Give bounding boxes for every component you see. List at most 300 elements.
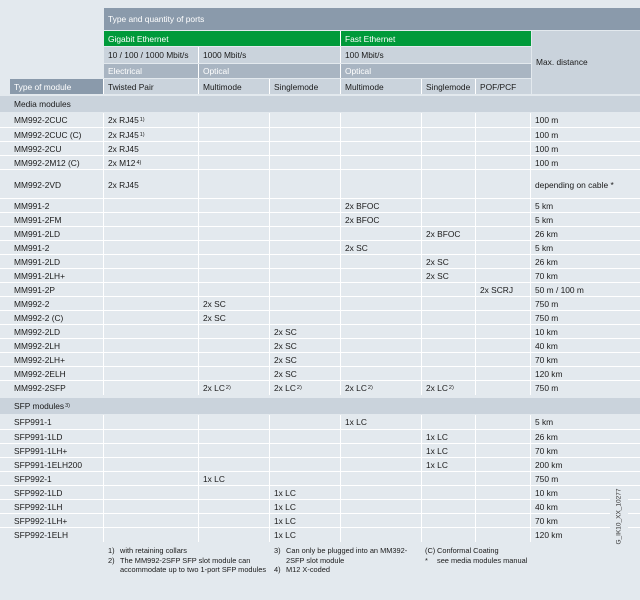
table-row (0, 226, 640, 241)
footnote-key: 2) (108, 555, 115, 565)
cell-module-type (10, 241, 104, 255)
footnote-text: The MM992-2SFP SFP slot module can accommodate up to two 1-port SFP modules (120, 555, 267, 575)
cell-gigabit-singlemode (270, 458, 341, 472)
cell-text: 40 km (535, 502, 558, 512)
section-media-label: Media modules (14, 99, 71, 109)
header-optical-2: Optical (341, 64, 531, 78)
cell-fast-multimode (341, 142, 422, 156)
cell-module-type (10, 227, 104, 241)
cell-text: SFP991-1LH+ (14, 446, 68, 456)
cell-text: 2x SC (345, 243, 368, 253)
section-sfp-text: SFP modules (14, 401, 65, 411)
header-speed-3: 100 Mbit/s (341, 47, 531, 63)
cell-fast-singlemode (422, 297, 476, 311)
cell-fast-singlemode (422, 415, 476, 429)
cell-pof-pcf (476, 241, 531, 255)
cell-gigabit-singlemode (270, 486, 341, 500)
cell-fast-multimode (341, 213, 422, 227)
cell-gigabit-multimode (199, 458, 270, 472)
header-max-distance: Max. distance (536, 57, 588, 67)
cell-text: MM991-2LH+ (14, 271, 65, 281)
cell-twisted-pair (104, 353, 199, 367)
cell-gigabit-multimode (199, 325, 270, 339)
cell-gigabit-singlemode (270, 241, 341, 255)
cell-fast-singlemode (422, 500, 476, 514)
cell-fast-multimode (341, 430, 422, 444)
cell-module-type (10, 500, 104, 514)
cell-pof-pcf (476, 297, 531, 311)
cell-twisted-pair (104, 311, 199, 325)
cell-module-type (10, 325, 104, 339)
cell-pof-pcf (476, 339, 531, 353)
cell-pof-pcf (476, 430, 531, 444)
cell-gigabit-singlemode (270, 297, 341, 311)
cell-text: SFP992-1LD (14, 488, 63, 498)
cell-module-type (10, 283, 104, 297)
cell-pof-pcf (476, 367, 531, 381)
cell-text: MM991-2LD (14, 257, 61, 267)
cell-text: 2x SC (274, 327, 297, 337)
cell-gigabit-singlemode (270, 430, 341, 444)
cell-text: 26 km (535, 432, 558, 442)
cell-text: 1x LC (274, 502, 296, 512)
cell-fast-multimode: 2x LC 2) (341, 381, 422, 395)
cell-gigabit-singlemode (270, 156, 341, 170)
cell-text: MM992-2VD (14, 179, 62, 190)
cell-fast-singlemode (422, 283, 476, 297)
cell-text: 5 km (535, 417, 554, 427)
cell-text: 120 km (535, 530, 563, 540)
cell-pof-pcf (476, 213, 531, 227)
cell-text: 2x LC (426, 383, 448, 393)
cell-pof-pcf (476, 353, 531, 367)
table-row (0, 141, 640, 156)
cell-fast-singlemode (422, 367, 476, 381)
section-sfp-modules (0, 398, 640, 414)
table-row (0, 169, 640, 199)
cell-gigabit-multimode (199, 213, 270, 227)
cell-fast-multimode (341, 486, 422, 500)
cell-gigabit-singlemode (270, 339, 341, 353)
cell-twisted-pair (104, 415, 199, 429)
cell-text: MM992-2 (14, 299, 50, 309)
cell-text: 2x SC (426, 257, 449, 267)
cell-text: 70 km (535, 355, 558, 365)
cell-text: 1x LC (274, 516, 296, 526)
cell-text: 2x RJ45 (108, 144, 139, 154)
cell-twisted-pair (104, 367, 199, 381)
cell-fast-singlemode (422, 325, 476, 339)
vertical-image-code: G_IK10_XX_10277 (610, 486, 628, 546)
cell-twisted-pair (104, 458, 199, 472)
cell-fast-multimode (341, 353, 422, 367)
col-singlemode-fast: Singlemode (422, 79, 476, 94)
cell-text: MM992-2 (C) (14, 313, 64, 323)
cell-text: MM991-2FM (14, 215, 62, 225)
footnotes-col-1 (108, 546, 273, 575)
cell-gigabit-singlemode (270, 269, 341, 283)
cell-gigabit-multimode (199, 311, 270, 325)
cell-pof-pcf (476, 444, 531, 458)
cell-twisted-pair (104, 486, 199, 500)
cell-fast-singlemode (422, 353, 476, 367)
footnote-key: * (425, 555, 428, 565)
cell-module-type (10, 430, 104, 444)
cell-max-distance (531, 381, 640, 395)
header-row-1 (0, 8, 640, 30)
cell-text: 5 km (535, 215, 554, 225)
cell-module-type (10, 142, 104, 156)
footnote-key: 4) (274, 565, 281, 575)
cell-text: 2x LC (203, 383, 225, 393)
cell-max-distance (531, 199, 640, 213)
cell-text: 2x M12 (108, 158, 136, 168)
cell-text: 1x LC (345, 417, 367, 427)
cell-fast-singlemode (422, 528, 476, 542)
footnote-item (108, 556, 273, 575)
cell-module-type (10, 514, 104, 528)
cell-text: 26 km (535, 229, 558, 239)
cell-max-distance (531, 458, 640, 472)
cell-text: 50 m / 100 m (535, 285, 584, 295)
cell-fast-multimode (341, 170, 422, 199)
cell-text: 2x RJ45 (108, 130, 139, 140)
cell-gigabit-multimode (199, 255, 270, 269)
cell-module-type (10, 113, 104, 127)
cell-text: 1x LC (426, 460, 448, 470)
cell-text: MM992-2LH (14, 341, 61, 351)
cell-gigabit-singlemode (270, 472, 341, 486)
cell-gigabit-multimode (199, 353, 270, 367)
table-row (0, 443, 640, 458)
cell-module-type (10, 269, 104, 283)
cell-gigabit-multimode (199, 528, 270, 542)
cell-twisted-pair (104, 472, 199, 486)
cell-max-distance (531, 241, 640, 255)
cell-fast-singlemode (422, 430, 476, 444)
cell-text: MM992-2CUC (14, 115, 68, 125)
cell-max-distance (531, 430, 640, 444)
cell-text: 100 m (535, 130, 559, 140)
section-sfp-label: SFP modules 3) (14, 401, 71, 411)
cell-text: 100 m (535, 144, 559, 154)
cell-gigabit-multimode (199, 170, 270, 199)
cell-gigabit-multimode (199, 297, 270, 311)
cell-gigabit-multimode (199, 241, 270, 255)
cell-text: SFP992-1 (14, 474, 52, 484)
cell-gigabit-multimode (199, 156, 270, 170)
table-row (0, 513, 640, 528)
cell-max-distance (531, 227, 640, 241)
cell-text: 2x BFOC (345, 201, 380, 211)
cell-text: SFP991-1LD (14, 432, 63, 442)
cell-text: 2x BFOC (426, 229, 461, 239)
cell-text: MM992-2CU (14, 144, 62, 154)
table-row (0, 296, 640, 311)
cell-pof-pcf (476, 381, 531, 395)
footnote-item (425, 546, 625, 556)
cell-text: MM992-2LH+ (14, 355, 65, 365)
cell-twisted-pair: 2x RJ45 1) (104, 128, 199, 142)
cell-fast-multimode (341, 367, 422, 381)
header-row-3 (0, 47, 640, 63)
cell-fast-singlemode (422, 339, 476, 353)
cell-twisted-pair (104, 528, 199, 542)
cell-text: MM991-2LD (14, 229, 61, 239)
footnote-text: see media modules manual (437, 555, 528, 565)
cell-fast-multimode (341, 156, 422, 170)
cell-twisted-pair (104, 142, 199, 156)
cell-max-distance (531, 283, 640, 297)
cell-pof-pcf (476, 199, 531, 213)
footnotes-col-2 (274, 546, 424, 575)
cell-text: 2x BFOC (345, 215, 380, 225)
cell-pof-pcf (476, 311, 531, 325)
cell-fast-multimode (341, 325, 422, 339)
cell-pof-pcf (476, 128, 531, 142)
cell-fast-multimode (341, 297, 422, 311)
cell-fast-singlemode (422, 113, 476, 127)
cell-text: SFP992-1LH+ (14, 516, 68, 526)
table-row (0, 282, 640, 297)
cell-text: 750 m (535, 474, 559, 484)
cell-module-type (10, 486, 104, 500)
cell-pof-pcf (476, 514, 531, 528)
col-multimode-fast: Multimode (341, 79, 422, 94)
table-row (0, 366, 640, 381)
cell-pof-pcf (476, 325, 531, 339)
cell-text: 1x LC (203, 474, 225, 484)
cell-max-distance (531, 213, 640, 227)
footnote-item (425, 556, 625, 566)
cell-pof-pcf (476, 227, 531, 241)
cell-twisted-pair (104, 381, 199, 395)
col-singlemode-gigabit: Singlemode (270, 79, 341, 94)
cell-twisted-pair (104, 283, 199, 297)
table-row (0, 155, 640, 170)
table-row (0, 198, 640, 213)
cell-gigabit-multimode (199, 444, 270, 458)
cell-module-type (10, 528, 104, 542)
cell-text: 2x SC (203, 299, 226, 309)
cell-max-distance (531, 113, 640, 127)
cell-text: 1x LC (426, 446, 448, 456)
cell-gigabit-multimode (199, 142, 270, 156)
col-multimode-gigabit: Multimode (199, 79, 270, 94)
cell-text: 70 km (535, 271, 558, 281)
table-row (0, 527, 640, 542)
col-pof-pcf: POF/PCF (476, 79, 531, 94)
cell-pof-pcf (476, 142, 531, 156)
cell-gigabit-multimode (199, 514, 270, 528)
cell-text: 2x SC (274, 355, 297, 365)
footnote-text: Conformal Coating (437, 546, 499, 555)
cell-fast-multimode (341, 339, 422, 353)
cell-text: 10 km (535, 327, 558, 337)
cell-pof-pcf (476, 113, 531, 127)
cell-twisted-pair (104, 430, 199, 444)
cell-twisted-pair (104, 514, 199, 528)
cell-text: 70 km (535, 516, 558, 526)
cell-max-distance (531, 128, 640, 142)
table-row (0, 499, 640, 514)
cell-pof-pcf (476, 255, 531, 269)
cell-max-distance (531, 472, 640, 486)
cell-gigabit-singlemode (270, 283, 341, 297)
cell-twisted-pair (104, 269, 199, 283)
cell-gigabit-singlemode (270, 325, 341, 339)
cell-module-type (10, 156, 104, 170)
cell-module-type (10, 128, 104, 142)
cell-text: 750 m (535, 383, 559, 393)
cell-max-distance (531, 156, 640, 170)
cell-module-type (10, 458, 104, 472)
cell-fast-multimode (341, 128, 422, 142)
cell-module-type (10, 353, 104, 367)
footnotes-col-3 (425, 546, 625, 565)
cell-max-distance (531, 269, 640, 283)
cell-max-distance (531, 415, 640, 429)
cell-fast-singlemode (422, 199, 476, 213)
cell-fast-multimode (341, 528, 422, 542)
col-type-of-module: Type of module (10, 79, 104, 94)
header-row-4 (0, 64, 640, 78)
cell-gigabit-singlemode (270, 444, 341, 458)
cell-gigabit-multimode (199, 227, 270, 241)
cell-fast-multimode (341, 458, 422, 472)
cell-module-type (10, 213, 104, 227)
cell-twisted-pair (104, 325, 199, 339)
cell-text: 2x SC (274, 341, 297, 351)
cell-fast-singlemode (422, 128, 476, 142)
cell-module-type (10, 339, 104, 353)
cell-text: 2x LC (274, 383, 296, 393)
cell-max-distance (531, 339, 640, 353)
cell-text: MM992-2M12 (C) (14, 158, 80, 168)
cell-module-type (10, 311, 104, 325)
table-row (0, 415, 640, 429)
cell-text: 1x LC (274, 530, 296, 540)
cell-text: 750 m (535, 299, 559, 309)
cell-max-distance (531, 367, 640, 381)
cell-gigabit-multimode (199, 339, 270, 353)
cell-fast-multimode (341, 199, 422, 213)
cell-fast-singlemode (422, 170, 476, 199)
cell-text: MM991-2 (14, 201, 50, 211)
cell-max-distance (531, 444, 640, 458)
table-row (0, 254, 640, 269)
cell-text: 2x SC (426, 271, 449, 281)
cell-module-type (10, 444, 104, 458)
cell-module-type (10, 367, 104, 381)
cell-text: 5 km (535, 243, 554, 253)
cell-fast-multimode (341, 113, 422, 127)
cell-text: 2x RJ45 (108, 115, 139, 125)
cell-pof-pcf (476, 486, 531, 500)
cell-text: MM991-2P (14, 285, 55, 295)
cell-fast-singlemode (422, 269, 476, 283)
cell-text: SFP992-1LH (14, 502, 63, 512)
cell-text: 2x SC (203, 313, 226, 323)
cell-text: MM992-2LD (14, 327, 61, 337)
cell-text: 1x LC (274, 488, 296, 498)
cell-text: depending on cable * (535, 179, 614, 190)
cell-text: MM992-2SFP (14, 383, 66, 393)
cell-gigabit-singlemode (270, 528, 341, 542)
cell-module-type (10, 199, 104, 213)
table-row (0, 268, 640, 283)
cell-fast-singlemode (422, 472, 476, 486)
cell-text: 26 km (535, 257, 558, 267)
cell-fast-multimode (341, 255, 422, 269)
cell-fast-singlemode: 2x LC 2) (422, 381, 476, 395)
cell-fast-multimode (341, 415, 422, 429)
cell-text: 40 km (535, 341, 558, 351)
cell-gigabit-multimode (199, 128, 270, 142)
cell-twisted-pair (104, 199, 199, 213)
cell-fast-multimode (341, 472, 422, 486)
cell-gigabit-singlemode (270, 415, 341, 429)
cell-text: 200 km (535, 460, 563, 470)
cell-gigabit-multimode (199, 199, 270, 213)
cell-twisted-pair (104, 213, 199, 227)
cell-gigabit-singlemode (270, 170, 341, 199)
cell-pof-pcf (476, 170, 531, 199)
footnote-text: Can only be plugged into an MM392-2SFP slot module (286, 546, 408, 565)
cell-max-distance (531, 311, 640, 325)
cell-module-type (10, 381, 104, 395)
cell-fast-singlemode (422, 311, 476, 325)
header-electrical: Electrical (104, 64, 199, 78)
cell-fast-singlemode (422, 142, 476, 156)
header-fast: Fast Ethernet (341, 31, 531, 46)
cell-gigabit-singlemode (270, 227, 341, 241)
cell-gigabit-multimode (199, 486, 270, 500)
cell-text: MM991-2 (14, 243, 50, 253)
cell-gigabit-multimode: 2x LC 2) (199, 381, 270, 395)
cell-text: 1x LC (426, 432, 448, 442)
cell-pof-pcf (476, 458, 531, 472)
cell-gigabit-singlemode (270, 128, 341, 142)
cell-module-type (10, 255, 104, 269)
cell-fast-singlemode (422, 241, 476, 255)
cell-pof-pcf (476, 283, 531, 297)
footnote-text: with retaining collars (120, 546, 187, 555)
cell-gigabit-singlemode (270, 367, 341, 381)
cell-fast-multimode (341, 444, 422, 458)
cell-fast-multimode (341, 500, 422, 514)
cell-text: 70 km (535, 446, 558, 456)
cell-fast-multimode (341, 514, 422, 528)
cell-fast-singlemode (422, 255, 476, 269)
cell-text: SFP992-1ELH (14, 530, 68, 540)
cell-gigabit-singlemode (270, 514, 341, 528)
cell-gigabit-multimode (199, 367, 270, 381)
section-media-modules (0, 96, 640, 112)
header-optical-1: Optical (199, 64, 341, 78)
cell-twisted-pair (104, 255, 199, 269)
cell-max-distance (531, 170, 640, 199)
cell-pof-pcf (476, 156, 531, 170)
cell-fast-multimode (341, 227, 422, 241)
cell-text: 10 km (535, 488, 558, 498)
cell-twisted-pair (104, 444, 199, 458)
footnote-key: 1) (108, 546, 115, 555)
cell-gigabit-singlemode (270, 213, 341, 227)
cell-fast-multimode (341, 241, 422, 255)
cell-pof-pcf (476, 528, 531, 542)
cell-text: 2x SCRJ (480, 285, 514, 295)
